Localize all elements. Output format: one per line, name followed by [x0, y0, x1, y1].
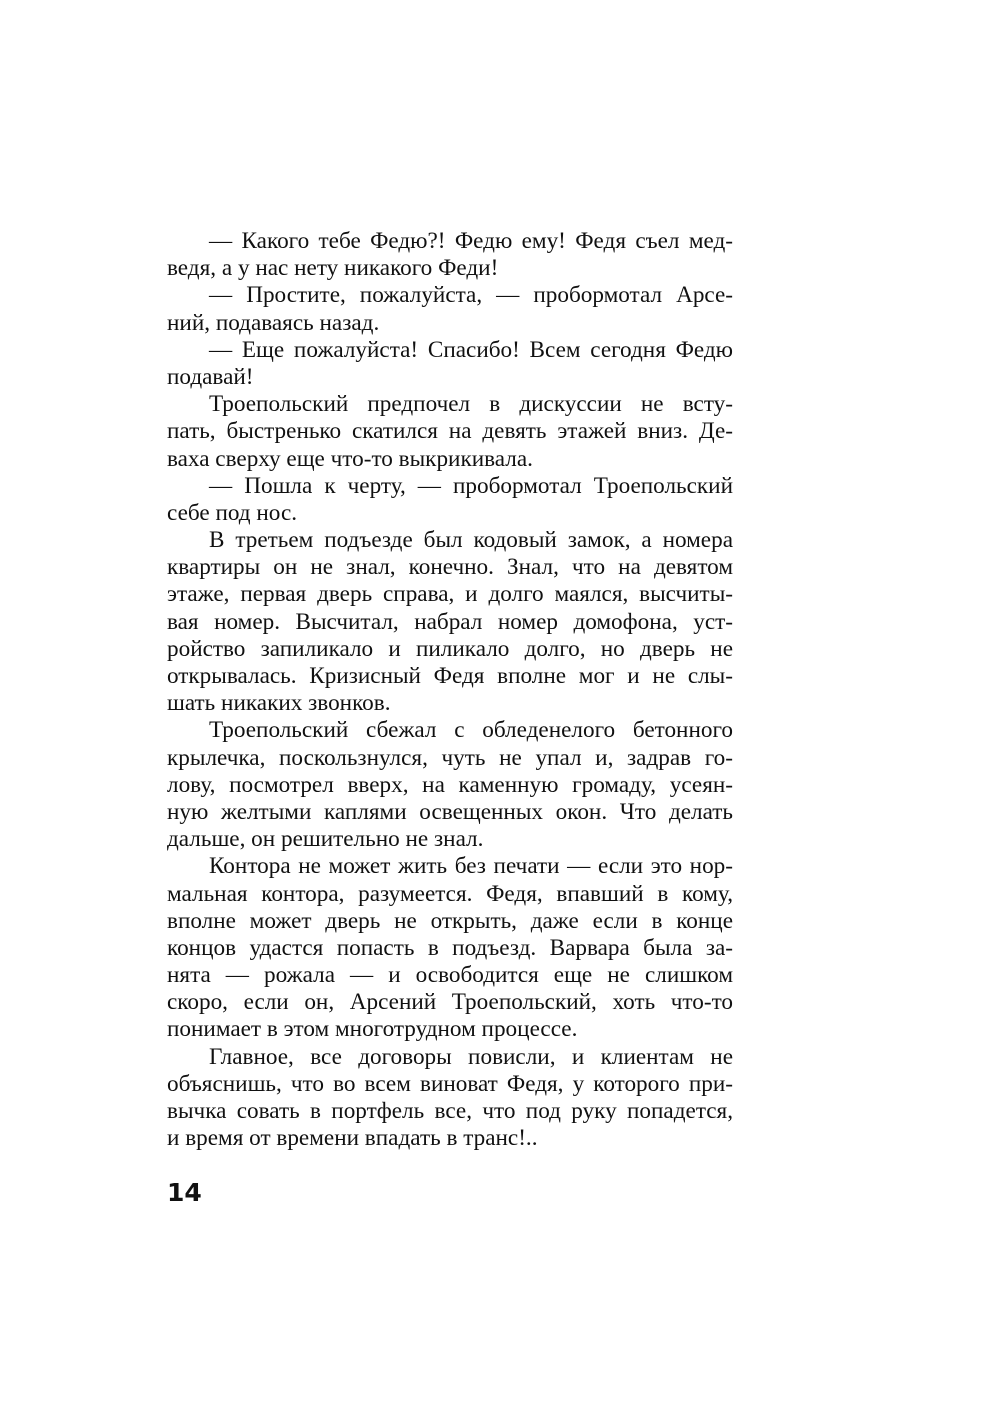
paragraph-line: открывалась. Кризисный Федя вполне мог и не слы- — [167, 663, 733, 689]
paragraph-line: вая номер. Высчитал, набрал номер домофона, уст- — [167, 608, 733, 635]
paragraph-first-line: — Простите, пожалуйста, — пробормотал Арсе- — [209, 282, 733, 309]
paragraph-first-line: — Пошла к черту, — пробормотал Троепольский — [209, 472, 733, 499]
paragraph-line: ройство запиликало и пиликало долго, но дверь не — [167, 635, 733, 662]
paragraph-first-line: — Еще пожалуйста! Спасибо! Всем сегодня Федю — [209, 336, 733, 363]
paragraph-line: мальная контора, разумеется. Федя, впавший в кому, — [167, 880, 733, 907]
paragraph-line: ведя, а у нас нету никакого Феди! — [167, 255, 499, 282]
paragraph-line: вычка совать в портфель все, что под руку попадется, — [167, 1098, 733, 1124]
paragraph-line: концов удастся попасть в подъезд. Варвара была за- — [167, 934, 733, 961]
paragraph-line: этаже, первая дверь справа, и долго маялся, высчиты- — [167, 581, 733, 608]
paragraph-line: нята — рожала — и освободится еще не слишком — [167, 962, 733, 989]
paragraph-first-line: Троепольский сбежал с обледенелого бетонного — [209, 717, 733, 744]
paragraph-line: ваха сверху еще что-то выкрикивала. — [167, 445, 533, 472]
paragraph-first-line: Контора не может жить без печати — если это нор- — [209, 853, 733, 880]
paragraph-line: пать, быстренько скатился на девять этажей вниз. Де- — [167, 418, 733, 445]
paragraph-first-line: Главное, все договоры повисли, и клиентам не — [209, 1043, 733, 1070]
paragraph-line: крылечка, поскользнулся, чуть не упал и, задрав го- — [167, 744, 733, 771]
paragraph-line: квартиры он не знал, конечно. Знал, что на девятом — [167, 554, 733, 581]
paragraph-first-line: — Какого тебе Федю?! Федю ему! Федя съел мед- — [209, 228, 733, 254]
paragraph-line: лову, посмотрел вверх, на каменную громаду, усеян- — [167, 771, 733, 798]
paragraph-line: и время от времени впадать в транс!.. — [167, 1125, 538, 1152]
paragraph-line: скоро, если он, Арсений Троепольский, хоть что-то — [167, 989, 733, 1016]
paragraph-line: понимает в этом многотрудном процессе. — [167, 1016, 578, 1043]
paragraph-line: ную желтыми каплями освещенных окон. Что делать — [167, 798, 733, 825]
body-text — [167, 228, 733, 1152]
paragraph-line: вполне может дверь не открыть, даже если в конце — [167, 907, 733, 934]
paragraph-first-line: Троепольский предпочел в дискуссии не всту- — [209, 391, 733, 418]
paragraph-line: подавай! — [167, 363, 254, 390]
paragraph-line: себе под нос. — [167, 499, 298, 526]
paragraph-line: дальше, он решительно не знал. — [167, 826, 484, 853]
paragraph-line: объяснишь, что во всем виноват Федя, у которого при- — [167, 1070, 733, 1097]
page-number: 14 — [167, 1178, 202, 1207]
paragraph-line: ний, подаваясь назад. — [167, 309, 380, 336]
paragraph-line: шать никаких звонков. — [167, 690, 391, 717]
paragraph-first-line: В третьем подъезде был кодовый замок, а номера — [209, 527, 733, 554]
